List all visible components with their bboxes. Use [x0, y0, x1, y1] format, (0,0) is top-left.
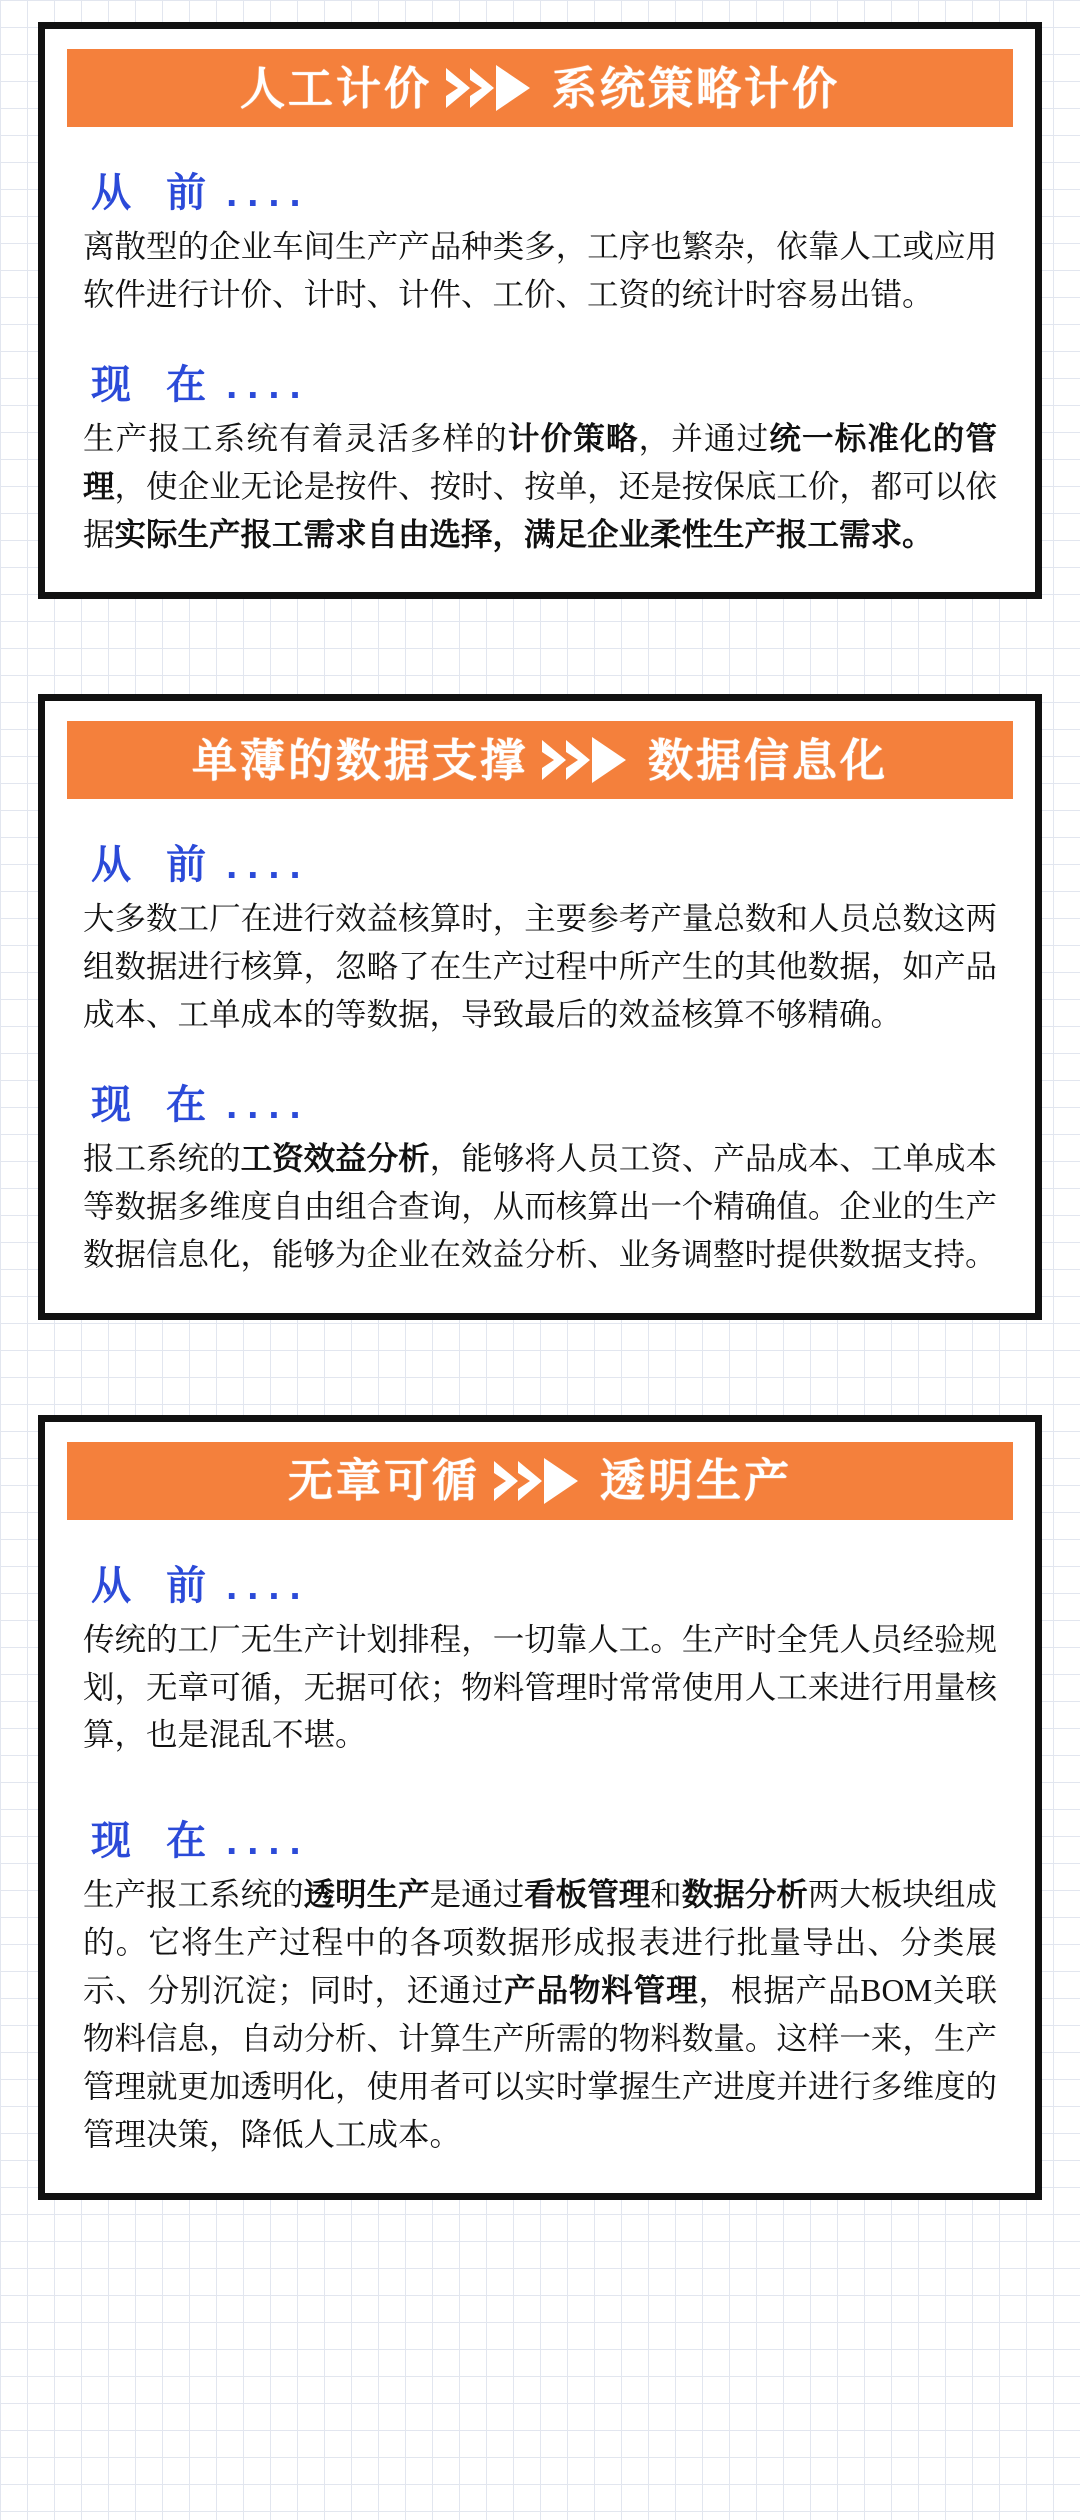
now-paragraph: 生产报工系统的透明生产是通过看板管理和数据分析两大板块组成的。它将生产过程中的各项数据形成报表进行批量导出、分类展示、分别沉淀；同时，还通过产品物料管理，根据产品BOM关联物料信息，自动分析、计算生产所需的物料数量。这样一来，生产管理就更加透明化，使用者可以实时掌握生产进度并进行多维度的管理决策，降低人工成本。 [83, 1877, 997, 2152]
banner-right-text: 透明生产 [600, 1455, 793, 1507]
before-heading-label: 从 前 [91, 843, 219, 888]
banner-left-text: 人工计价 [239, 62, 432, 114]
before-heading-label: 从 前 [91, 171, 219, 215]
before-heading-dots: .... [226, 1563, 311, 1608]
before-heading-dots: .... [226, 171, 311, 215]
now-heading-dots: .... [226, 1819, 311, 1864]
banner-inner [67, 62, 1013, 114]
now-heading-label: 现 在 [91, 1083, 219, 1127]
banner-inner [67, 734, 1013, 786]
banner-right-text: 系统策略计价 [552, 62, 841, 114]
before-paragraph: 大多数工厂在进行效益核算时，主要参考产量总数和人员总数这两组数据进行核算，忽略了在生产过程中所产生的其他数据，如产品成本、工单成本的等数据，导致最后的效益核算不够精确。 [83, 901, 997, 1033]
section-before [45, 1564, 1035, 1760]
content-card [38, 22, 1042, 599]
content-card [38, 1415, 1042, 2200]
now-heading [91, 1819, 1001, 1863]
before-heading [91, 843, 1001, 887]
now-paragraph: 生产报工系统有着灵活多样的计价策略，并通过统一标准化的管理，使企业无论是按件、按时、按单，还是按保底工价，都可以依据实际生产报工需求自由选择，满足企业柔性生产报工需求。 [83, 420, 997, 552]
now-paragraph: 报工系统的工资效益分析，能够将人员工资、产品成本、工单成本等数据多维度自由组合查询，从而核算出一个精确值。企业的生产数据信息化，能够为企业在效益分析、业务调整时提供数据支持。 [83, 1141, 997, 1272]
before-paragraph: 离散型的企业车间生产产品种类多，工序也繁杂，依靠人工或应用软件进行计价、计时、计件、工价、工资的统计时容易出错。 [83, 229, 997, 312]
banner-left-text: 无章可循 [287, 1455, 480, 1507]
section-before [45, 171, 1035, 319]
now-heading-label: 现 在 [91, 1819, 219, 1864]
section-now [45, 363, 1035, 559]
section-now [45, 1083, 1035, 1279]
before-heading [91, 171, 1001, 215]
before-heading-label: 从 前 [91, 1563, 219, 1608]
card-banner [67, 721, 1013, 799]
section-before [45, 843, 1035, 1039]
content-card [38, 694, 1042, 1319]
now-heading-dots: .... [226, 1083, 311, 1127]
card-banner [67, 1442, 1013, 1520]
section-now [45, 1819, 1035, 2158]
now-heading-dots: .... [226, 362, 311, 407]
banner-inner [67, 1455, 1013, 1507]
before-heading-dots: .... [226, 843, 311, 888]
double-chevron-right-icon [444, 62, 540, 114]
banner-right-text: 数据信息化 [648, 734, 889, 786]
double-chevron-right-icon [540, 734, 636, 786]
banner-left-text: 单薄的数据支撑 [191, 734, 528, 786]
before-heading [91, 1564, 1001, 1608]
now-heading [91, 363, 1001, 407]
card-banner [67, 49, 1013, 127]
now-heading [91, 1083, 1001, 1127]
card-list [0, 22, 1080, 2200]
before-paragraph: 传统的工厂无生产计划排程，一切靠人工。生产时全凭人员经验规划，无章可循，无据可依；物料管理时常常使用人工来进行用量核算，也是混乱不堪。 [83, 1621, 997, 1753]
now-heading-label: 现 在 [91, 362, 219, 407]
double-chevron-right-icon [492, 1455, 588, 1507]
